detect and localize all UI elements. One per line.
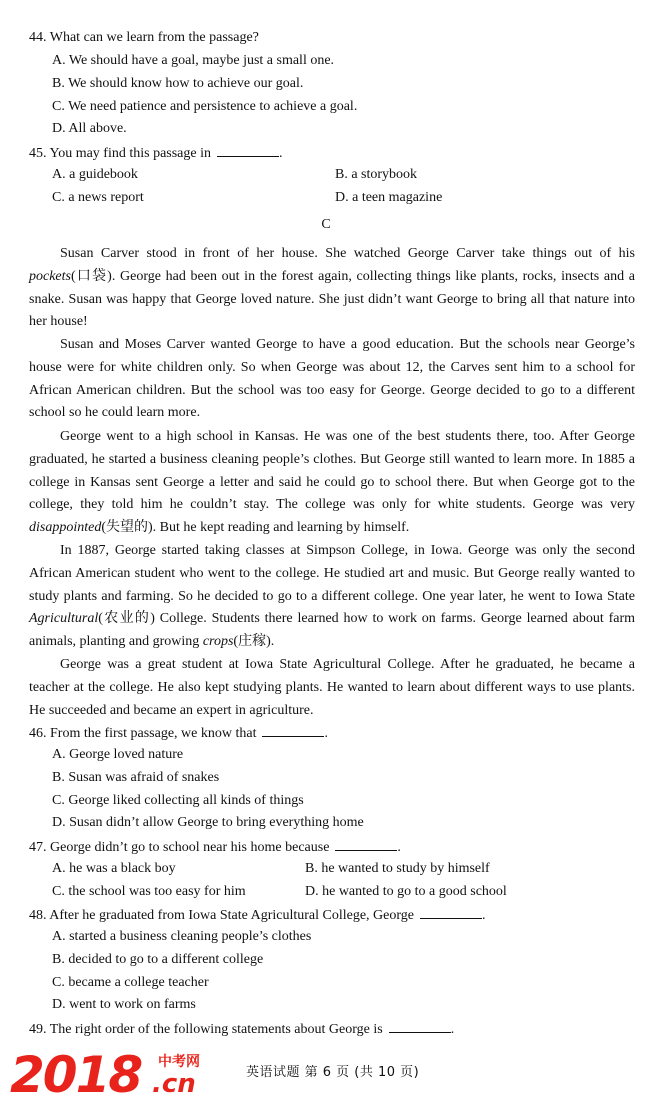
question-48-stem: 48. After he graduated from Iowa State Agricultural College, George	[29, 908, 415, 923]
q45-option-a: A. a guidebook	[52, 167, 138, 182]
question-49-stem: 49. The right order of the following statements about George is	[29, 1022, 383, 1037]
q47-option-d: D. he wanted to go to a good school	[305, 884, 507, 899]
q44-option-c: C. We need patience and persistence to achieve a goal.	[52, 99, 358, 114]
question-48	[29, 904, 486, 926]
passage-paragraph-1: Susan Carver stood in front of her house. She watched George Carver take things out of his pockets(口袋). George had been out in the forest again, collecting things like plants, rocks, insects and a snake. Susan was happy that George loved nature. She just didn’t want George to bring all that nature into her house!	[29, 246, 635, 330]
passage-paragraph-5: George was a great student at Iowa State Agricultural College. After he graduated, he became a teacher at the college. He also kept studying plants. He wanted to learn about different ways to use plants. He succeeded and became an expert in agriculture.	[29, 657, 635, 718]
question-46-stem: 46. From the first passage, we know that	[29, 726, 257, 741]
question-49	[29, 1018, 454, 1040]
q47-option-a: A. he was a black boy	[52, 861, 176, 876]
passage-paragraph-4: In 1887, George started taking classes at Simpson College, in Iowa. George was only the second African American student who went to the college. He studied art and music. But George really wanted to study plants and farming. So he decided to go to a different college. One year later, he went to Iowa State Agricultural(农业的) College. Students there learned how to work on farms. George learned about farm animals, planting and growing crops(庄稼).	[29, 543, 635, 650]
q45-option-c: C. a news report	[52, 190, 144, 205]
q44-option-a: A. We should have a goal, maybe just a small one.	[52, 53, 335, 68]
passage-paragraph-2: Susan and Moses Carver wanted George to have a good education. But the schools near George’s house were for white children only. So when George was about 12, the Carves sent him to a school for African American children. But the school was too easy for George. George decided to go to a different school so he could learn more.	[29, 337, 635, 421]
question-46	[29, 722, 328, 744]
logo-year: 2018	[10, 1046, 142, 1100]
answer-blank	[335, 836, 397, 851]
question-end: .	[450, 1022, 455, 1037]
question-end: .	[482, 908, 486, 923]
question-47	[29, 836, 401, 858]
q46-option-b: B. Susan was afraid of snakes	[52, 770, 220, 785]
q48-option-d: D. went to work on farms	[52, 997, 196, 1012]
q47-option-c: C. the school was too easy for him	[52, 884, 246, 899]
page-footer: 英语试题 第 6 页 (共 10 页)	[246, 1065, 420, 1080]
q48-option-b: B. decided to go to a different college	[52, 952, 264, 967]
question-44-stem: 44. What can we learn from the passage?	[29, 30, 259, 45]
q46-option-c: C. George liked collecting all kinds of things	[52, 793, 304, 808]
logo-site-name: 中考网	[158, 1054, 200, 1070]
q47-option-b: B. he wanted to study by himself	[305, 861, 490, 876]
answer-blank	[420, 904, 482, 919]
question-45-stem: 45. You may find this passage in	[29, 146, 211, 161]
q44-option-b: B. We should know how to achieve our goal.	[52, 76, 304, 91]
answer-blank	[389, 1018, 451, 1033]
site-logo	[10, 1044, 210, 1100]
question-end: .	[279, 146, 283, 161]
q48-option-c: C. became a college teacher	[52, 975, 209, 990]
q45-option-b: B. a storybook	[335, 167, 418, 182]
question-47-stem: 47. George didn’t go to school near his home because	[29, 840, 330, 855]
q44-option-d: D. All above.	[52, 121, 127, 136]
q46-option-d: D. Susan didn’t allow George to bring everything home	[52, 815, 364, 830]
answer-blank	[217, 142, 279, 157]
q45-option-d: D. a teen magazine	[335, 190, 443, 205]
q48-option-a: A. started a business cleaning people’s clothes	[52, 929, 312, 944]
site-logo-graphic	[10, 1044, 210, 1100]
question-end: .	[397, 840, 401, 855]
section-label: C	[321, 217, 331, 232]
answer-blank	[262, 722, 324, 737]
q46-option-a: A. George loved nature	[52, 747, 184, 762]
question-end: .	[324, 726, 328, 741]
logo-domain: .cn	[152, 1069, 196, 1099]
question-45	[29, 142, 283, 164]
passage-paragraph-3: George went to a high school in Kansas. He was one of the best students there, too. After George graduated, he started a business cleaning people’s clothes. But George still wanted to learn more. In 1885 a college in Kansas sent George a letter and said he could go to school there. But when George got to the college, they told him he couldn’t stay. The college was only for white students. George was very disappointed(失望的). But he kept reading and learning by himself.	[29, 429, 635, 536]
